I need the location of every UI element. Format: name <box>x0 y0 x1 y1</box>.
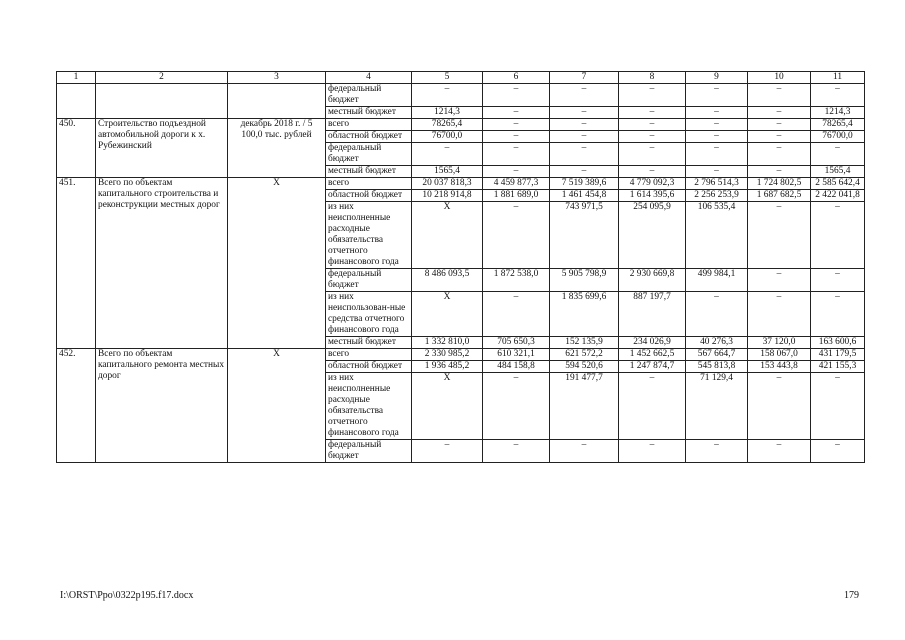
value-cell: 1565,4 <box>412 166 483 178</box>
value-cell: – <box>483 84 550 107</box>
value-cell: – <box>619 119 686 131</box>
row-number: 451. <box>57 178 96 349</box>
object-name <box>96 84 228 119</box>
value-cell: – <box>483 107 550 119</box>
value-cell: – <box>483 166 550 178</box>
funding-source: местный бюджет <box>326 107 412 119</box>
header-cell: 8 <box>619 72 686 84</box>
value-cell: 621 572,2 <box>550 349 619 361</box>
value-cell: 567 664,7 <box>686 349 748 361</box>
value-cell: – <box>619 440 686 463</box>
value-cell: – <box>811 143 865 166</box>
header-cell: 7 <box>550 72 619 84</box>
value-cell: 2 930 669,8 <box>619 269 686 292</box>
value-cell: – <box>748 440 811 463</box>
row-number: 452. <box>57 349 96 463</box>
header-cell: 9 <box>686 72 748 84</box>
value-cell: 8 486 093,5 <box>412 269 483 292</box>
value-cell: 254 095,9 <box>619 202 686 269</box>
value-cell: 499 984,1 <box>686 269 748 292</box>
value-cell: – <box>748 202 811 269</box>
value-cell: – <box>550 119 619 131</box>
value-cell: 1214,3 <box>811 107 865 119</box>
table-row <box>57 178 865 190</box>
value-cell: 158 067,0 <box>748 349 811 361</box>
value-cell: 76700,0 <box>412 131 483 143</box>
row-number: 450. <box>57 119 96 178</box>
value-cell: – <box>550 131 619 143</box>
value-cell: 1 936 485,2 <box>412 361 483 373</box>
value-cell: – <box>748 292 811 337</box>
value-cell: – <box>550 84 619 107</box>
value-cell: 78265,4 <box>811 119 865 131</box>
budget-table <box>56 71 865 463</box>
funding-source: областной бюджет <box>326 361 412 373</box>
value-cell: – <box>483 373 550 440</box>
funding-source: областной бюджет <box>326 190 412 202</box>
funding-source: из них неиспользован-ные средства отчетного финансового года <box>326 292 412 337</box>
value-cell: – <box>686 84 748 107</box>
value-cell: 191 477,7 <box>550 373 619 440</box>
value-cell: 1214,3 <box>412 107 483 119</box>
value-cell: 153 443,8 <box>748 361 811 373</box>
deadline-cost: декабрь 2018 г. / 5 100,0 тыс. рублей <box>228 119 326 178</box>
deadline-cost <box>228 84 326 119</box>
funding-source: областной бюджет <box>326 131 412 143</box>
value-cell: – <box>412 84 483 107</box>
value-cell: 234 026,9 <box>619 337 686 349</box>
value-cell: – <box>811 373 865 440</box>
object-name: Всего по объектам капитального строительства и реконструкции местных дорог <box>96 178 228 349</box>
value-cell: – <box>483 292 550 337</box>
value-cell: – <box>686 166 748 178</box>
funding-source: федеральный бюджет <box>326 143 412 166</box>
value-cell: – <box>550 166 619 178</box>
table-row <box>57 84 865 107</box>
value-cell: 163 600,6 <box>811 337 865 349</box>
value-cell: 1565,4 <box>811 166 865 178</box>
value-cell: – <box>483 119 550 131</box>
value-cell: 484 158,8 <box>483 361 550 373</box>
value-cell: 2 796 514,3 <box>686 178 748 190</box>
value-cell: 37 120,0 <box>748 337 811 349</box>
value-cell: 2 422 041,8 <box>811 190 865 202</box>
value-cell: – <box>686 119 748 131</box>
value-cell: – <box>748 119 811 131</box>
value-cell: 545 813,8 <box>686 361 748 373</box>
header-cell: 6 <box>483 72 550 84</box>
value-cell: X <box>412 202 483 269</box>
value-cell: 71 129,4 <box>686 373 748 440</box>
value-cell: – <box>686 292 748 337</box>
header-cell: 1 <box>57 72 96 84</box>
value-cell: X <box>412 373 483 440</box>
value-cell: – <box>686 107 748 119</box>
funding-source: федеральный бюджет <box>326 440 412 463</box>
value-cell: 743 971,5 <box>550 202 619 269</box>
value-cell: – <box>748 84 811 107</box>
value-cell: 10 218 914,8 <box>412 190 483 202</box>
funding-source: всего <box>326 178 412 190</box>
page-number: 179 <box>844 590 859 601</box>
value-cell: – <box>619 131 686 143</box>
value-cell: – <box>811 440 865 463</box>
value-cell: – <box>748 143 811 166</box>
header-cell: 11 <box>811 72 865 84</box>
deadline-cost: X <box>228 349 326 463</box>
value-cell: – <box>811 269 865 292</box>
value-cell: – <box>748 269 811 292</box>
value-cell: – <box>483 131 550 143</box>
row-number <box>57 84 96 119</box>
value-cell: – <box>619 107 686 119</box>
value-cell: – <box>686 440 748 463</box>
value-cell: 5 905 798,9 <box>550 269 619 292</box>
value-cell: 594 520,6 <box>550 361 619 373</box>
header-cell: 10 <box>748 72 811 84</box>
value-cell: – <box>483 440 550 463</box>
value-cell: – <box>811 84 865 107</box>
value-cell: 152 135,9 <box>550 337 619 349</box>
table-row <box>57 349 865 361</box>
value-cell: – <box>619 166 686 178</box>
value-cell: 1 872 538,0 <box>483 269 550 292</box>
value-cell: – <box>550 440 619 463</box>
funding-source: местный бюджет <box>326 337 412 349</box>
value-cell: – <box>748 107 811 119</box>
object-name: Строительство подъездной автомобильной дороги к х. Рубежинский <box>96 119 228 178</box>
value-cell: 2 585 642,4 <box>811 178 865 190</box>
funding-source: федеральный бюджет <box>326 269 412 292</box>
value-cell: – <box>550 143 619 166</box>
table-row <box>57 119 865 131</box>
value-cell: 1 247 874,7 <box>619 361 686 373</box>
value-cell: 1 835 699,6 <box>550 292 619 337</box>
value-cell: – <box>619 373 686 440</box>
value-cell: – <box>619 84 686 107</box>
deadline-cost: X <box>228 178 326 349</box>
header-cell: 3 <box>228 72 326 84</box>
value-cell: – <box>748 166 811 178</box>
value-cell: 1 881 689,0 <box>483 190 550 202</box>
value-cell: 4 779 092,3 <box>619 178 686 190</box>
value-cell: 40 276,3 <box>686 337 748 349</box>
funding-source: из них неисполненные расходные обязательства отчетного финансового года <box>326 373 412 440</box>
value-cell: – <box>483 143 550 166</box>
value-cell: – <box>811 292 865 337</box>
value-cell: 887 197,7 <box>619 292 686 337</box>
value-cell: 1 332 810,0 <box>412 337 483 349</box>
value-cell: 1 461 454,8 <box>550 190 619 202</box>
value-cell: – <box>748 373 811 440</box>
value-cell: 2 256 253,9 <box>686 190 748 202</box>
value-cell: 78265,4 <box>412 119 483 131</box>
value-cell: 7 519 389,6 <box>550 178 619 190</box>
value-cell: X <box>412 292 483 337</box>
value-cell: 1 452 662,5 <box>619 349 686 361</box>
value-cell: – <box>483 202 550 269</box>
value-cell: 106 535,4 <box>686 202 748 269</box>
value-cell: – <box>619 143 686 166</box>
funding-source: всего <box>326 349 412 361</box>
funding-source: из них неисполненные расходные обязательства отчетного финансового года <box>326 202 412 269</box>
value-cell: – <box>686 131 748 143</box>
header-row <box>57 72 865 84</box>
object-name: Всего по объектам капитального ремонта местных дорог <box>96 349 228 463</box>
header-cell: 2 <box>96 72 228 84</box>
value-cell: 2 330 985,2 <box>412 349 483 361</box>
value-cell: – <box>686 143 748 166</box>
value-cell: – <box>412 143 483 166</box>
value-cell: 4 459 877,3 <box>483 178 550 190</box>
funding-source: всего <box>326 119 412 131</box>
value-cell: 1 724 802,5 <box>748 178 811 190</box>
value-cell: 1 614 395,6 <box>619 190 686 202</box>
value-cell: 705 650,3 <box>483 337 550 349</box>
header-cell: 4 <box>326 72 412 84</box>
header-cell: 5 <box>412 72 483 84</box>
funding-source: федеральный бюджет <box>326 84 412 107</box>
value-cell: 20 037 818,3 <box>412 178 483 190</box>
value-cell: 421 155,3 <box>811 361 865 373</box>
value-cell: – <box>811 202 865 269</box>
value-cell: 1 687 682,5 <box>748 190 811 202</box>
value-cell: – <box>412 440 483 463</box>
funding-source: местный бюджет <box>326 166 412 178</box>
value-cell: – <box>550 107 619 119</box>
file-path: I:\ORST\Ppo\0322p195.f17.docx <box>60 590 194 601</box>
value-cell: – <box>748 131 811 143</box>
value-cell: 610 321,1 <box>483 349 550 361</box>
value-cell: 76700,0 <box>811 131 865 143</box>
value-cell: 431 179,5 <box>811 349 865 361</box>
